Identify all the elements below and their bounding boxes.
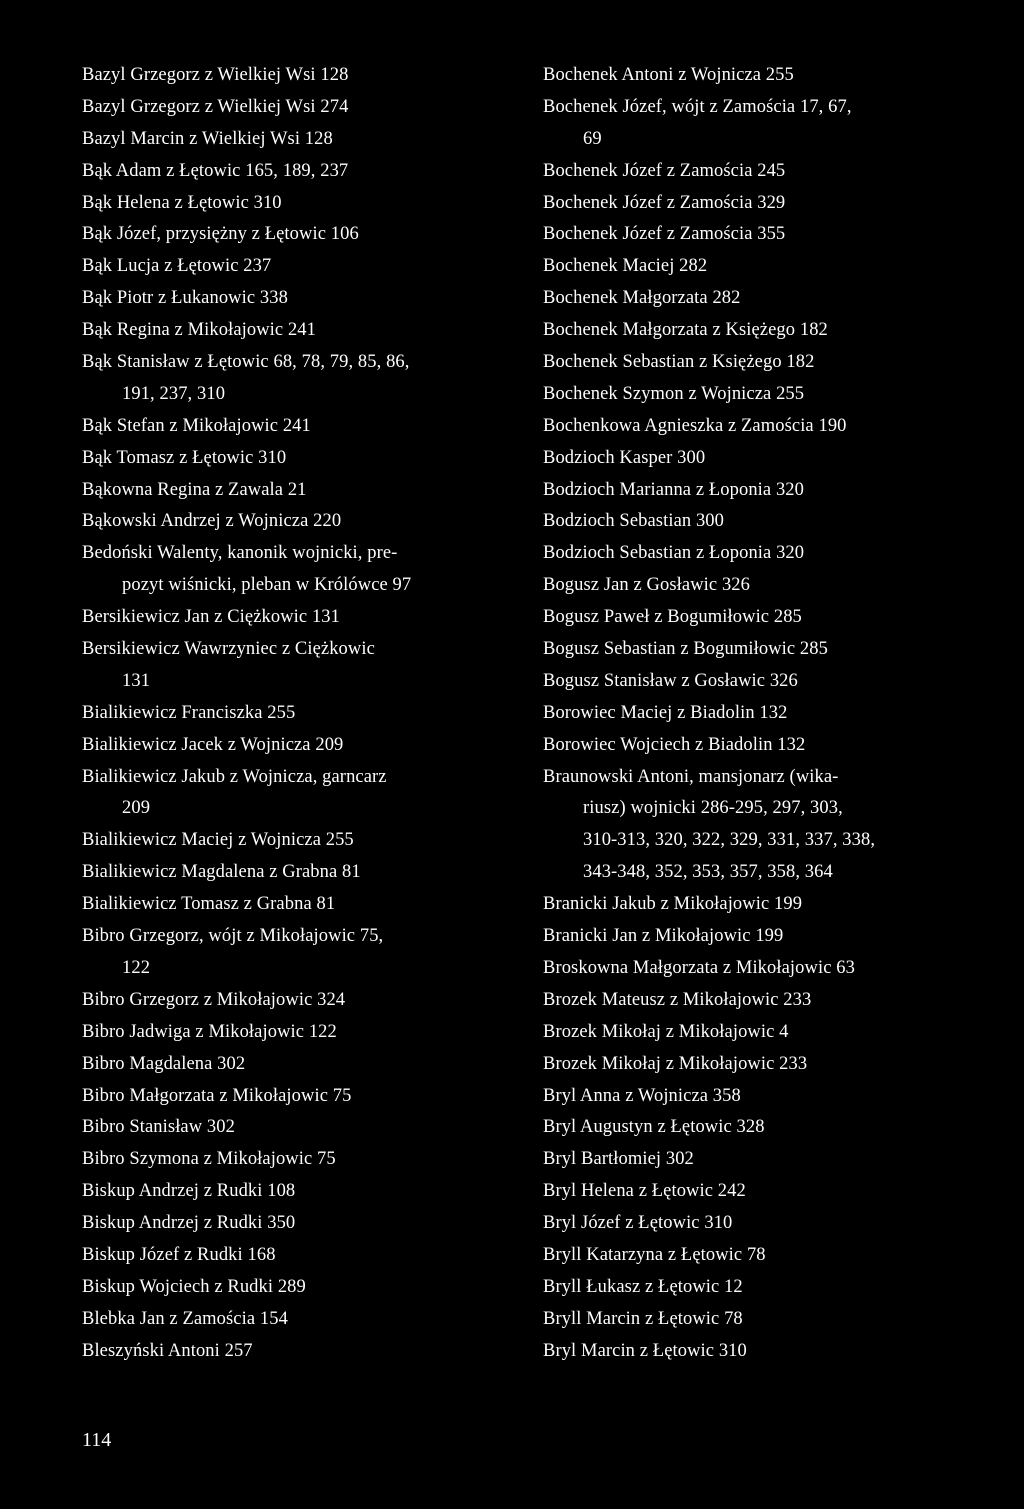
index-entry: Bialikiewicz Jakub z Wojnicza, garncarz [82, 766, 387, 787]
index-entry: Bryl Augustyn z Łętowic 328 [543, 1117, 765, 1138]
index-entry-continuation: 131 [122, 670, 151, 691]
index-entry: Bochenek Sebastian z Księżego 182 [543, 352, 815, 373]
index-entry: Biskup Andrzej z Rudki 350 [82, 1213, 296, 1234]
index-entry: Braunowski Antoni, mansjonarz (wika- [543, 766, 839, 787]
index-entry-continuation: 310-313, 320, 322, 329, 331, 337, 338, [583, 830, 876, 851]
index-entry: Bodzioch Marianna z Łoponia 320 [543, 479, 804, 500]
index-entry: Bąk Józef, przysiężny z Łętowic 106 [82, 224, 359, 245]
index-entry: Bąkowski Andrzej z Wojnicza 220 [82, 511, 342, 532]
index-entry-continuation: 69 [583, 128, 602, 149]
index-entry: Bochenek Józef z Zamościa 329 [543, 192, 786, 213]
index-entry: Bazyl Marcin z Wielkiej Wsi 128 [82, 128, 333, 149]
index-entry: Bodzioch Sebastian z Łoponia 320 [543, 543, 805, 564]
index-entry: Branicki Jakub z Mikołajowic 199 [543, 894, 803, 915]
index-entry: Bąk Lucja z Łętowic 237 [82, 256, 272, 277]
index-entry: Broskowna Małgorzata z Mikołajowic 63 [543, 957, 855, 978]
index-entry: Bibro Szymona z Mikołajowic 75 [82, 1149, 336, 1170]
index-entry: Bąk Regina z Mikołajowic 241 [82, 320, 317, 341]
index-entry: Bochenek Józef, wójt z Zamościa 17, 67, [543, 96, 852, 117]
index-entry: Bogusz Paweł z Bogumiłowic 285 [543, 607, 802, 628]
index-entry: Borowiec Wojciech z Biadolin 132 [543, 734, 806, 755]
index-entry: Bazyl Grzegorz z Wielkiej Wsi 274 [82, 96, 349, 117]
index-entry: Bochenek Maciej 282 [543, 256, 708, 277]
index-entry: Bąk Stanisław z Łętowic 68, 78, 79, 85, 86, [82, 352, 410, 373]
index-entry: Brozek Mikołaj z Mikołajowic 4 [543, 1021, 789, 1042]
index-entry: Bochenek Małgorzata 282 [543, 288, 741, 309]
index-entry: Bogusz Jan z Gosławic 326 [543, 575, 750, 596]
index-entry: Bialikiewicz Franciszka 255 [82, 702, 296, 723]
index-entry-continuation: 343-348, 352, 353, 357, 358, 364 [583, 862, 833, 883]
index-entry-continuation: 122 [122, 957, 151, 978]
index-column-left [82, 60, 492, 1368]
page-number: 114 [82, 1429, 112, 1451]
index-entry: Bryl Anna z Wojnicza 358 [543, 1085, 741, 1106]
index-entry: Bryl Bartłomiej 302 [543, 1149, 694, 1170]
index-entry: Bibro Grzegorz, wójt z Mikołajowic 75, [82, 926, 384, 947]
index-entry: Bialikiewicz Jacek z Wojnicza 209 [82, 734, 344, 755]
index-entry: Bersikiewicz Jan z Ciężkowic 131 [82, 607, 341, 628]
index-entry-continuation: 209 [122, 798, 151, 819]
index-entry: Biskup Wojciech z Rudki 289 [82, 1276, 306, 1297]
index-entry: Bryl Helena z Łętowic 242 [543, 1181, 746, 1202]
index-entry: Branicki Jan z Mikołajowic 199 [543, 926, 784, 947]
index-entry: Borowiec Maciej z Biadolin 132 [543, 702, 788, 723]
index-entry: Bazyl Grzegorz z Wielkiej Wsi 128 [82, 65, 349, 85]
index-column-right [543, 60, 953, 1368]
index-entry: Brozek Mikołaj z Mikołajowic 233 [543, 1053, 808, 1074]
index-entry: Bibro Grzegorz z Mikołajowic 324 [82, 989, 346, 1010]
index-entry: Bogusz Sebastian z Bogumiłowic 285 [543, 639, 828, 660]
index-entry: Bąk Adam z Łętowic 165, 189, 237 [82, 160, 349, 181]
index-entry: Bodzioch Kasper 300 [543, 447, 706, 468]
index-entry: Bochenkowa Agnieszka z Zamościa 190 [543, 415, 847, 436]
index-entry: Bąk Tomasz z Łętowic 310 [82, 447, 287, 468]
index-entry: Bibro Stanisław 302 [82, 1117, 235, 1138]
index-entry: Bibro Jadwiga z Mikołajowic 122 [82, 1021, 337, 1042]
index-entry: Bedoński Walenty, kanonik wojnicki, pre- [82, 543, 398, 564]
index-entry: Bochenek Józef z Zamościa 245 [543, 160, 786, 181]
index-entry: Bochenek Szymon z Wojnicza 255 [543, 383, 805, 404]
index-entry: Bialikiewicz Tomasz z Grabna 81 [82, 894, 336, 915]
index-entry-continuation: riusz) wojnicki 286-295, 297, 303, [583, 798, 843, 819]
index-entry: Biskup Józef z Rudki 168 [82, 1244, 276, 1265]
index-entry: Bibro Magdalena 302 [82, 1053, 246, 1074]
index-entry: Bochenek Antoni z Wojnicza 255 [543, 65, 794, 85]
index-entry: Bogusz Stanisław z Gosławic 326 [543, 670, 798, 691]
index-entry: Bryll Marcin z Łętowic 78 [543, 1308, 743, 1329]
index-entry: Bryl Marcin z Łętowic 310 [543, 1340, 747, 1361]
index-entry: Bleszyński Antoni 257 [82, 1340, 253, 1361]
index-entry: Bochenek Małgorzata z Księżego 182 [543, 320, 828, 341]
index-entry: Biskup Andrzej z Rudki 108 [82, 1181, 296, 1202]
index-entry: Bochenek Józef z Zamościa 355 [543, 224, 786, 245]
index-entry: Bialikiewicz Magdalena z Grabna 81 [82, 862, 361, 883]
index-entry: Bialikiewicz Maciej z Wojnicza 255 [82, 830, 354, 851]
index-entry: Bąk Stefan z Mikołajowic 241 [82, 415, 311, 436]
index-entry: Bryl Józef z Łętowic 310 [543, 1213, 733, 1234]
index-entry: Bąkowna Regina z Zawala 21 [82, 479, 307, 500]
index-entry: Bąk Helena z Łętowic 310 [82, 192, 282, 213]
index-entry: Bryll Łukasz z Łętowic 12 [543, 1276, 743, 1297]
index-entry-continuation: pozyt wiśnicki, pleban w Królówce 97 [122, 575, 412, 596]
index-entry: Bibro Małgorzata z Mikołajowic 75 [82, 1085, 352, 1106]
index-entry: Bryll Katarzyna z Łętowic 78 [543, 1244, 766, 1265]
index-entry: Bersikiewicz Wawrzyniec z Ciężkowic [82, 639, 375, 660]
index-entry: Bodzioch Sebastian 300 [543, 511, 725, 532]
index-entry: Brozek Mateusz z Mikołajowic 233 [543, 989, 812, 1010]
index-entry-continuation: 191, 237, 310 [122, 383, 226, 404]
index-entry: Bąk Piotr z Łukanowic 338 [82, 288, 288, 309]
index-entry: Blebka Jan z Zamościa 154 [82, 1308, 288, 1329]
